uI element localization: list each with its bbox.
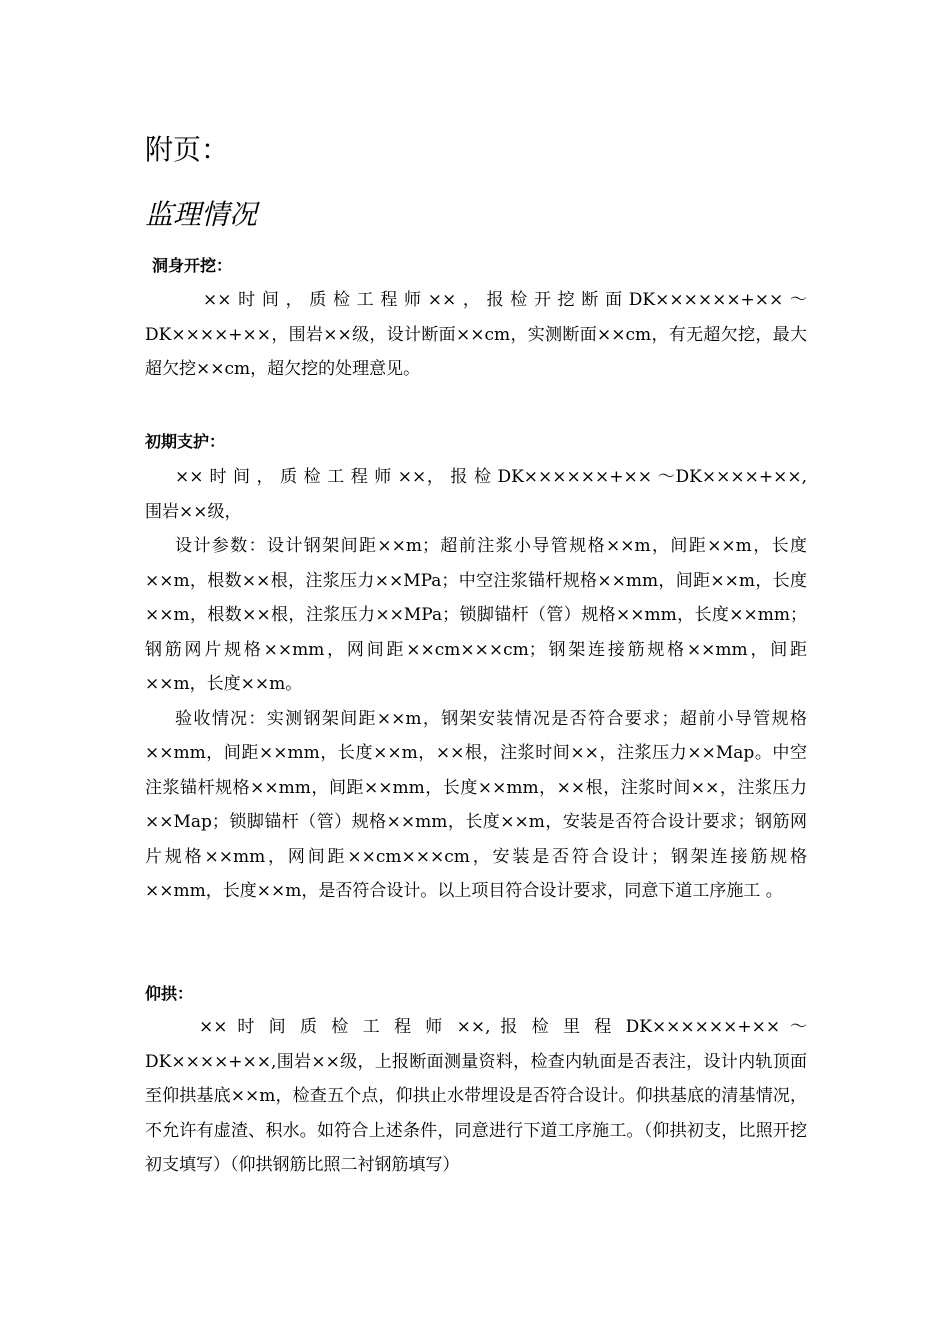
paragraph: ××时间，质检工程师××，报检开挖断面DK××××××+××～DK××××+××，围岩××级，设计断面××cm，实测断面××cm，有无超欠挖，最大超欠挖××cm，超欠挖的处理意见。 xyxy=(145,290,807,379)
section-excavation xyxy=(152,252,807,280)
page-title: 附页： xyxy=(145,133,230,166)
section-initial-support xyxy=(145,428,807,456)
section-heading: 初期支护： xyxy=(145,432,226,451)
paragraph: 验收情况：实测钢架间距××m，钢架安装情况是否符合要求；超前小导管规格××mm，间距××mm，长度××m，××根，注浆时间××，注浆压力××Map。中空注浆锚杆规格××mm，间距××mm，长度××mm，××根，注浆时间××，注浆压力××Map；锁脚锚杆（管）规格××mm，长度××m，安装是否符合设计要求；钢筋网片规格××mm，网间距××cm×××cm，安装是否符合设计；钢架连接筋规格××mm，长度××m，是否符合设计。以上项目符合设计要求，同意下道工序施工 。 xyxy=(145,708,807,901)
page-subtitle: 监理情况 xyxy=(145,198,258,231)
section-heading: 洞身开挖： xyxy=(152,256,233,275)
section-invert xyxy=(145,980,807,1008)
paragraph: 设计参数：设计钢架间距××m；超前注浆小导管规格××m，间距××m，长度××m，根数××根，注浆压力××MPa；中空注浆锚杆规格××mm，间距××m，长度××m，根数××根，注浆压力××MPa；锁脚锚杆（管）规格××mm，长度××mm；钢筋网片规格××mm，网间距××cm×××cm；钢架连接筋规格××mm，间距××m，长度××m。 xyxy=(145,536,807,694)
paragraph: ×× 时 间 质 检 工 程 师 ××, 报 检 里 程 DK××××××+×× ～DK××××+××,围岩××级，上报断面测量资料，检查内轨面是否表注，设计内轨顶面至仰拱基底××m，检查五个点，仰拱止水带埋设是否符合设计。仰拱基底的清基情况，不允许有虚渣、积水。如符合上述条件，同意进行下道工序施工。（仰拱初支，比照开挖初支填写）（仰拱钢筋比照二衬钢筋填写） xyxy=(145,1017,807,1175)
paragraph: ×× 时 间 ， 质 检 工 程 师 ××， 报 检 DK××××××+×× ～DK××××+××,围岩××级， xyxy=(145,467,807,522)
section-excavation-body xyxy=(145,283,807,387)
section-heading: 仰拱： xyxy=(145,984,194,1003)
section-initial-support-body xyxy=(145,460,807,909)
section-invert-body xyxy=(145,1010,807,1183)
